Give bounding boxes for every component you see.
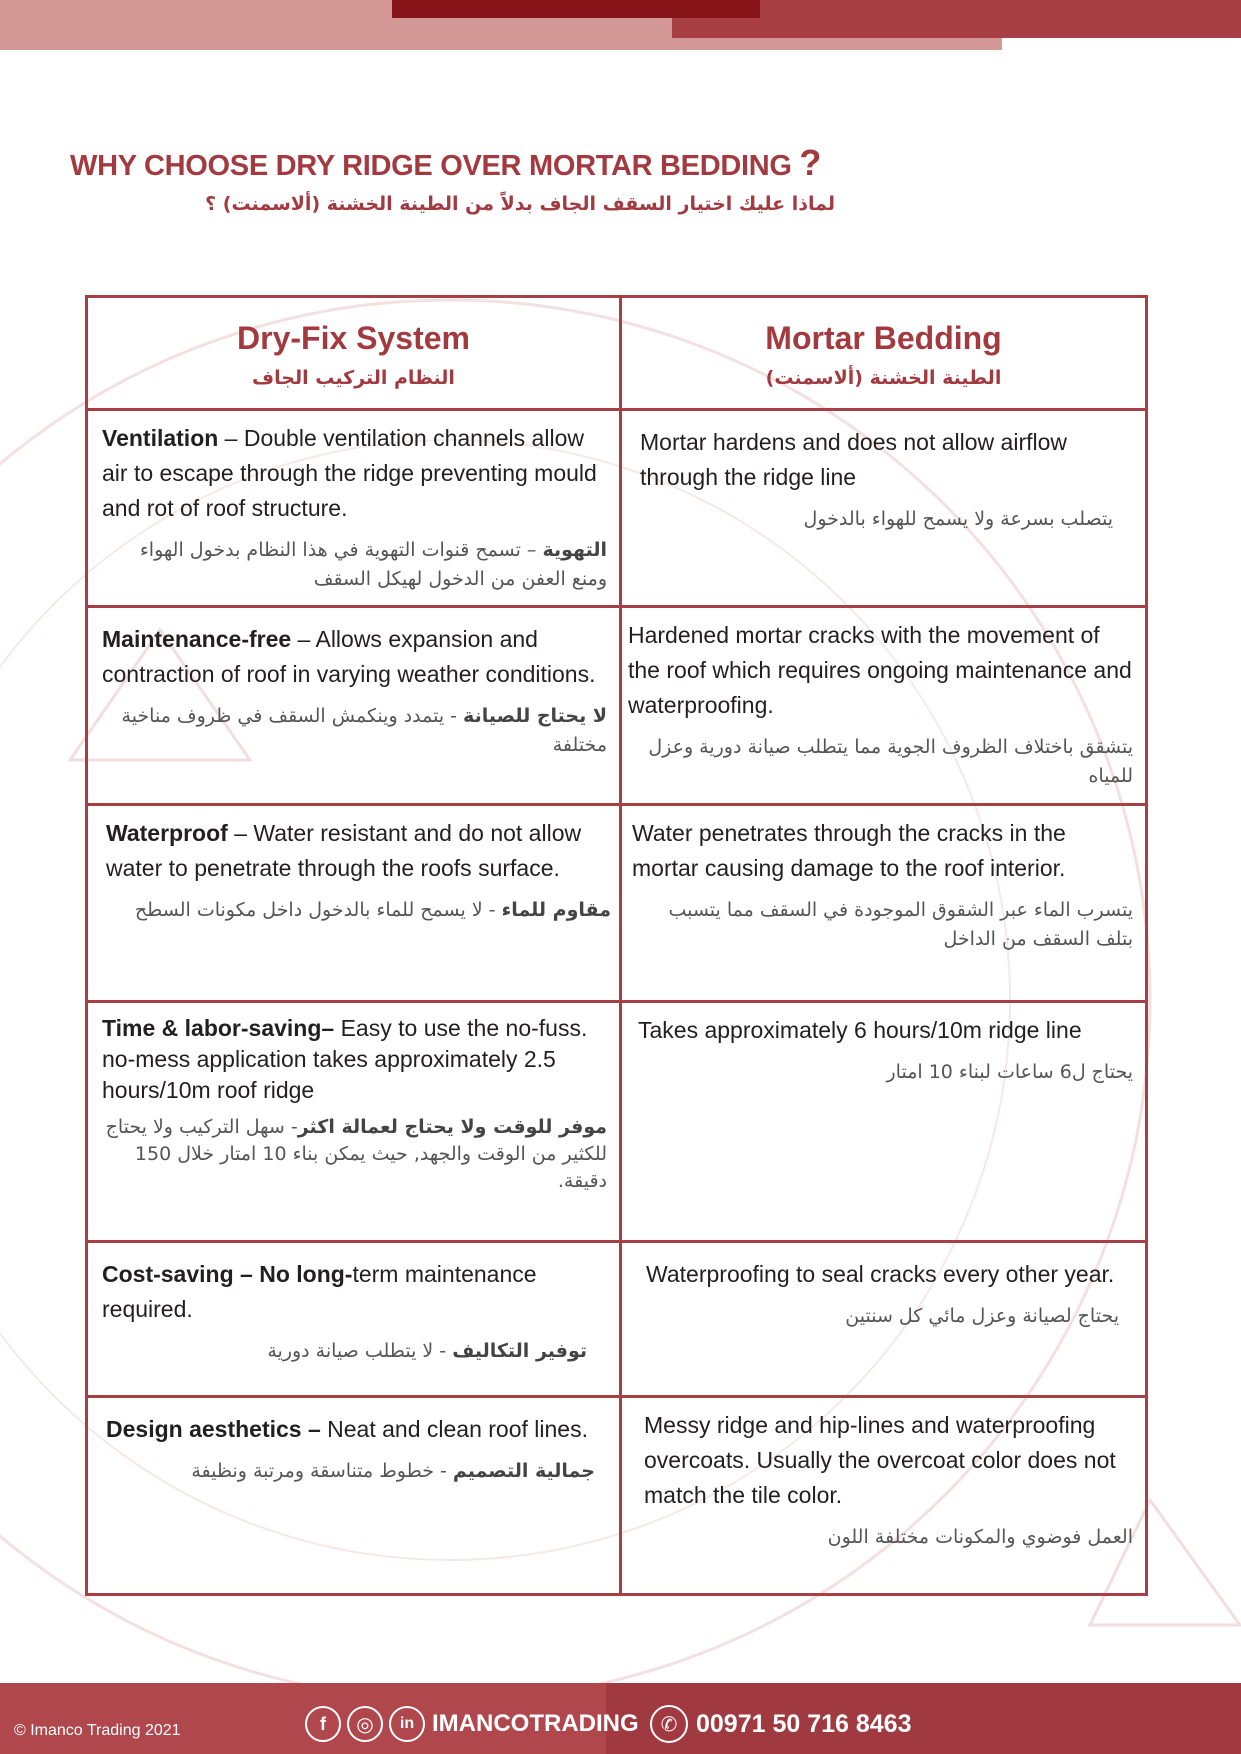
cell-text-arabic: يتسرب الماء عبر الشقوق الموجودة في السقف مما يتسبب بتلف السقف من الداخل — [668, 899, 1133, 950]
page-subtitle-arabic: لماذا عليك اختيار السقف الجاف بدلاً من الطينة الخشنة (ألاسمنت) ؟ — [205, 193, 835, 215]
dry-fix-cell — [87, 1397, 621, 1595]
social-icons — [305, 1706, 425, 1742]
facebook-icon[interactable]: f — [305, 1706, 341, 1742]
dry-fix-cell — [87, 1002, 621, 1242]
table-row — [87, 607, 1147, 805]
top-bar-dark — [392, 0, 760, 18]
cell-text-english: Waterproofing to seal cracks every other year. — [646, 1261, 1115, 1287]
phone-icon: ✆ — [650, 1705, 688, 1743]
copyright-text: © Imanco Trading 2021 — [14, 1722, 181, 1739]
table-header-row — [87, 297, 1147, 410]
dry-fix-cell — [87, 410, 621, 607]
dry-fix-cell — [87, 805, 621, 1002]
cell-text-english: Hardened mortar cracks with the movement of the roof which requires ongoing maintenance and waterproofing. — [628, 622, 1132, 718]
cell-text-english: Cost-saving – No long-term maintenance required. — [102, 1261, 537, 1322]
cell-text-arabic: يحتاج لصيانة وعزل مائي كل سنتين — [845, 1305, 1119, 1327]
mortar-cell — [621, 1397, 1147, 1595]
mortar-cell — [621, 805, 1147, 1002]
cell-text-arabic: موفر للوقت ولا يحتاج لعمالة اكثر- سهل التركيب ولا يحتاج للكثير من الوقت والجهد, حيث يمكن بناء 10 امتار خلال 150 دقيقة. — [105, 1116, 607, 1192]
table-row — [87, 1242, 1147, 1397]
cell-text-arabic: يحتاج ل6 ساعات لبناء 10 امتار — [886, 1061, 1133, 1083]
dry-fix-cell — [87, 1242, 621, 1397]
table-row — [87, 1002, 1147, 1242]
column-header-name: Mortar Bedding — [765, 320, 1002, 356]
cell-text-arabic: العمل فوضوي والمكونات مختلفة اللون — [827, 1526, 1133, 1548]
cell-text-english: Maintenance-free – Allows expansion and contraction of roof in varying weather conditions. — [102, 626, 596, 687]
cell-text-arabic: يتصلب بسرعة ولا يسمح للهواء بالدخول — [803, 508, 1113, 530]
mortar-cell — [621, 410, 1147, 607]
cell-text-english: Ventilation – Double ventilation channels allow air to escape through the ridge preventing mould and rot of roof structure. — [102, 425, 597, 521]
comparison-table — [85, 295, 1148, 1596]
table-row — [87, 410, 1147, 607]
column-header-dry-fix — [87, 297, 621, 410]
mortar-cell — [621, 1242, 1147, 1397]
instagram-icon[interactable]: ◎ — [347, 1706, 383, 1742]
column-header-mortar — [621, 297, 1147, 410]
social-handle[interactable]: IMANCOTRADING — [432, 1710, 639, 1737]
column-header-name-arabic: النظام التركيب الجاف — [252, 367, 455, 389]
cell-text-english: Takes approximately 6 hours/10m ridge line — [638, 1017, 1082, 1043]
cell-text-english: Waterproof – Water resistant and do not allow water to penetrate through the roofs surface. — [106, 820, 582, 881]
cell-text-arabic: يتشقق باختلاف الظروف الجوية مما يتطلب صيانة دورية وعزل للمياه — [648, 736, 1133, 787]
linkedin-icon[interactable]: in — [389, 1706, 425, 1742]
table-row — [87, 805, 1147, 1002]
phone-number[interactable]: 00971 50 716 8463 — [696, 1710, 912, 1738]
cell-text-english: Design aesthetics – Neat and clean roof lines. — [106, 1416, 588, 1442]
page-title — [70, 142, 821, 184]
page-title-text: WHY CHOOSE DRY RIDGE OVER MORTAR BEDDING — [70, 150, 792, 182]
cell-text-english: Mortar hardens and does not allow airflow through the ridge line — [640, 429, 1068, 490]
dry-fix-cell — [87, 607, 621, 805]
column-header-name: Dry-Fix System — [237, 320, 470, 356]
cell-text-arabic: التهوية – تسمح قنوات التهوية في هذا النظام بدخول الهواء ومنع العفن من الدخول لهيكل السقف — [139, 539, 607, 590]
column-header-name-arabic: الطينة الخشنة (ألاسمنت) — [765, 367, 1002, 389]
mortar-cell — [621, 1002, 1147, 1242]
cell-text-english: Water penetrates through the cracks in the mortar causing damage to the roof interior. — [632, 820, 1066, 881]
cell-text-arabic: مقاوم للماء - لا يسمح للماء بالدخول داخل مكونات السطح — [134, 899, 611, 921]
cell-text-arabic: جمالية التصميم - خطوط متناسقة ومرتبة ونظيفة — [191, 1460, 595, 1482]
mortar-cell — [621, 607, 1147, 805]
cell-text-arabic: توفير التكاليف - لا يتطلب صيانة دورية — [267, 1340, 587, 1362]
cell-text-english: Messy ridge and hip-lines and waterproofing overcoats. Usually the overcoat color does not match the tile color. — [644, 1412, 1116, 1508]
table-row — [87, 1397, 1147, 1595]
cell-text-arabic: لا يحتاج للصيانة - يتمدد وينكمش السقف في ظروف مناخية مختلفة — [121, 705, 607, 756]
page-title-question-mark: ? — [799, 142, 822, 183]
cell-text-english: Time & labor-saving– Easy to use the no-fuss. no-mess application takes approximately 2.5 hours/10m roof ridge — [102, 1015, 588, 1103]
